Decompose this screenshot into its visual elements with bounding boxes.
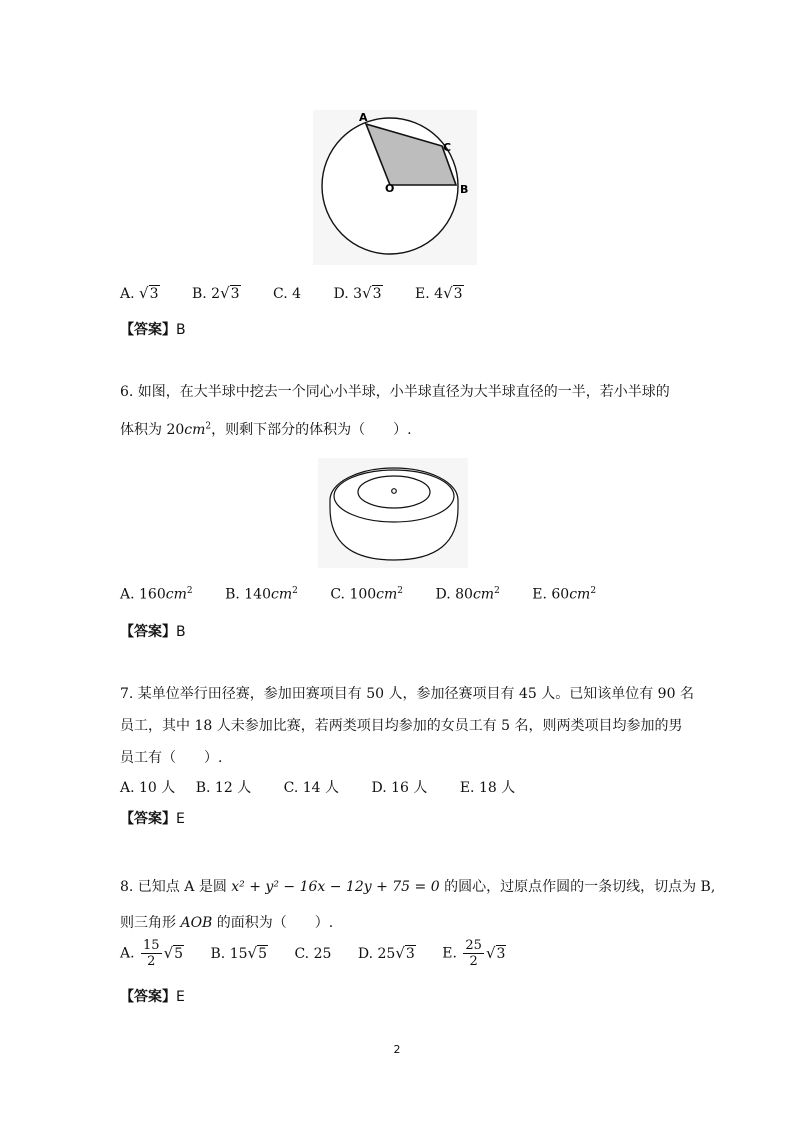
q8-option-b: B. 15√5 xyxy=(210,943,268,962)
q8-question-line-1: 8. 已知点 A 是圆 x² + y² − 16x − 12y + 75 = 0 的圆心，过原点作圆的一条切线，切点为 B, xyxy=(120,879,716,895)
q6-question-line-1: 6. 如图，在大半球中挖去一个同心小半球，小半球直径为大半球直径的一半，若小半球的 xyxy=(120,384,670,400)
q8-option-c: C. 25 xyxy=(294,945,332,962)
q7-option-b: B. 12 人 xyxy=(195,780,252,796)
point-c-label: C xyxy=(443,141,452,154)
q8-answer xyxy=(120,986,185,1006)
q7-question-line-2: 员工，其中 18 人未参加比赛，若两类项目均参加的女员工有 5 名，则两类项目均参加的男 xyxy=(120,718,683,734)
q7-options xyxy=(120,777,543,797)
point-a-label: A xyxy=(359,111,368,124)
q5-option-a: A. √3 xyxy=(120,284,159,302)
q5-option-e: E. 4√3 xyxy=(415,284,463,302)
q5-option-d: D. 3√3 xyxy=(333,284,382,302)
q8-option-a: A. $\frac{15}{2}$ √5 xyxy=(120,938,184,969)
q8-option-d: D. 25√3 xyxy=(357,943,415,962)
answer-label: 【答案】 xyxy=(120,322,176,338)
q7-option-d: D. 16 人 xyxy=(371,780,428,796)
q7-question-line-1: 7. 某单位举行田径赛，参加田赛项目有 50 人，参加径赛项目有 45 人。已知该单位有 90 名 xyxy=(120,686,694,702)
q7-question-line-3: 员工有（ ）. xyxy=(120,750,223,766)
q6-question-line-2: 体积为 $20cm^2$，则剩下部分的体积为（ ）. xyxy=(120,421,412,438)
q6-answer xyxy=(120,621,186,641)
point-b-label: B xyxy=(460,183,469,196)
q5-option-b: B. 2√3 xyxy=(191,284,240,302)
answer-value: B xyxy=(176,322,186,338)
q6-option-c: C. $100cm^2$ xyxy=(330,586,404,603)
q5-options xyxy=(120,284,492,302)
answer-value: E xyxy=(176,989,185,1005)
q6-options xyxy=(120,586,624,603)
q7-option-e: E. 18 人 xyxy=(459,780,516,796)
q7-answer xyxy=(120,808,185,828)
answer-label: 【答案】 xyxy=(120,624,176,640)
q5-answer xyxy=(120,319,186,339)
point-o-label: O xyxy=(385,182,395,195)
answer-value: E xyxy=(176,811,185,827)
q6-option-a: A. $160cm^2$ xyxy=(120,586,193,603)
q7-option-c: C. 14 人 xyxy=(283,780,340,796)
answer-label: 【答案】 xyxy=(120,989,176,1005)
q7-option-a: A. 10 人 xyxy=(120,780,176,796)
q8-option-e: E. $\frac{25}{2}$ √3 xyxy=(442,938,506,969)
answer-value: B xyxy=(176,624,186,640)
page-number: 2 xyxy=(393,1043,401,1056)
q8-question-line-2: 则三角形 AOB 的面积为（ ）. xyxy=(120,915,334,931)
q5-option-c: C. 4 xyxy=(273,286,302,302)
hemisphere-figure xyxy=(318,458,468,568)
q6-option-b: B. $140cm^2$ xyxy=(225,586,298,603)
q6-option-e: E. $60cm^2$ xyxy=(532,586,597,603)
circle-equation: x² + y² − 16x − 12y + 75 = 0 xyxy=(231,879,440,895)
q6-option-d: D. $80cm^2$ xyxy=(435,586,500,603)
circle-quadrilateral-figure xyxy=(310,110,480,265)
q8-options xyxy=(120,938,534,969)
answer-label: 【答案】 xyxy=(120,811,176,827)
